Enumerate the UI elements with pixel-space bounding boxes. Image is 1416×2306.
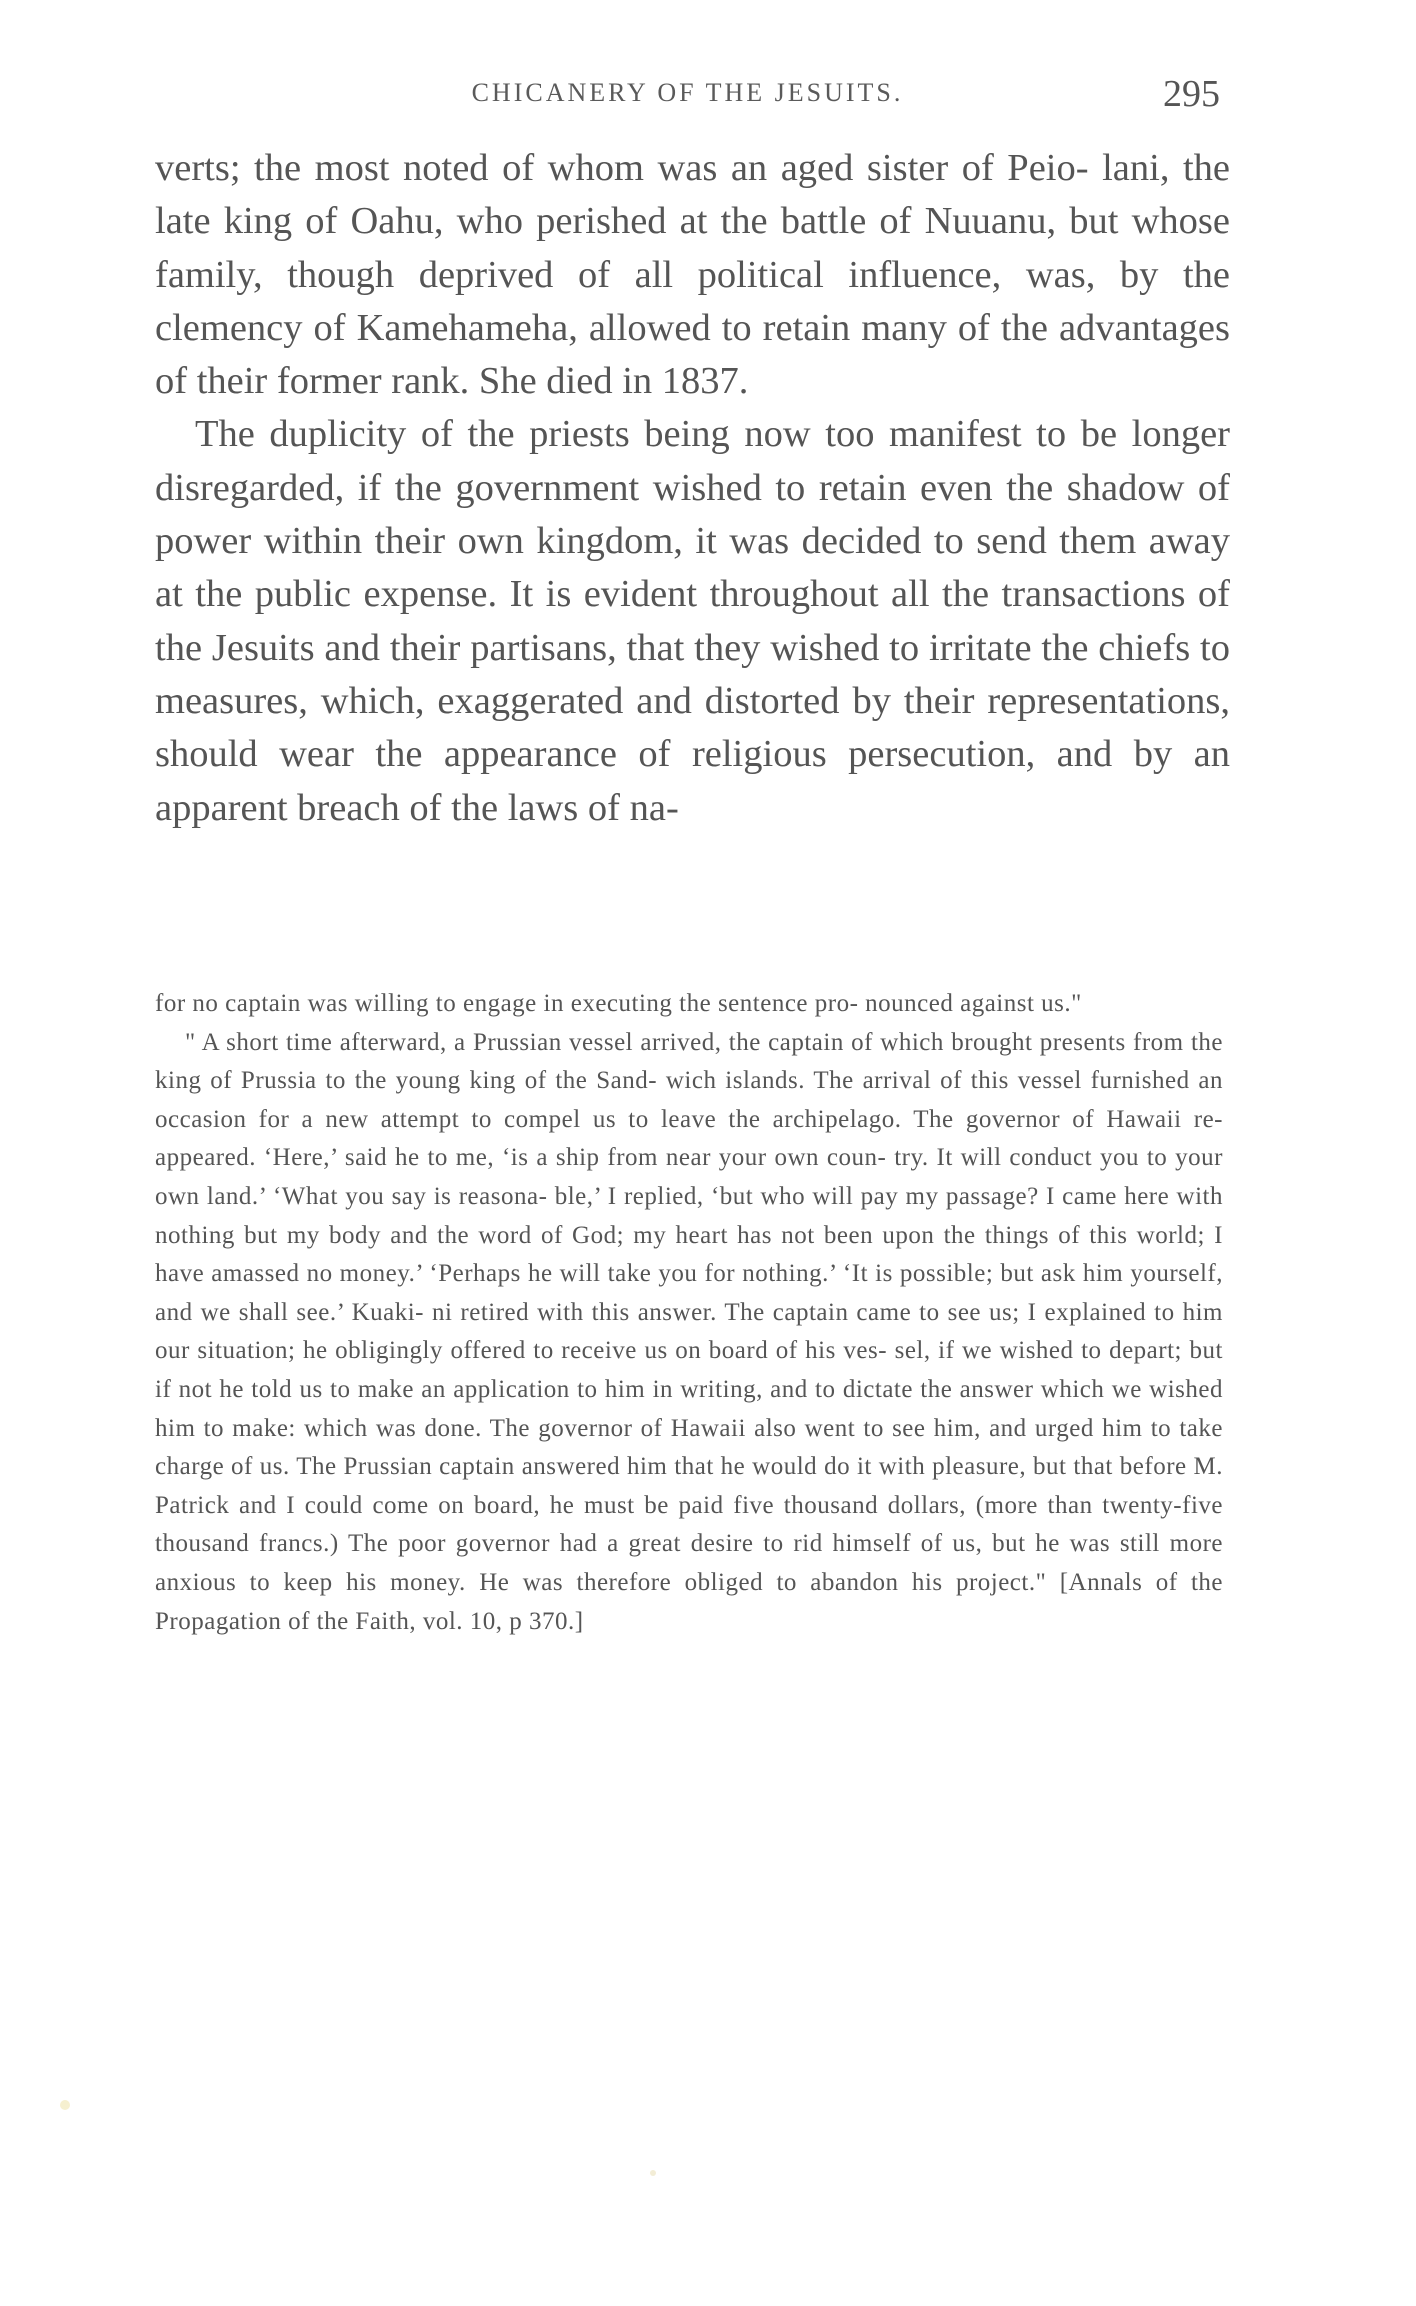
footnote-paragraph: " A short time afterward, a Prussian vessel arrived, the captain of which brought presents from the king of Prussia to the young king of the Sand- wich islands. The arrival of this vessel furnished an occasion for a new attempt to compel us to leave the archipelago. The governor of Hawaii re-appeared. ‘Here,’ said he to me, ‘is a ship from near your own coun- try. It will conduct you to your own land.’ ‘What you say is reasona- ble,’ I replied, ‘but who will pay my passage? I came here with nothing but my body and the word of God; my heart has not been upon the things of this world; I have amassed no money.’ ‘Perhaps he will take you for nothing.’ ‘It is possible; but ask him yourself, and we shall see.’ Kuaki- ni retired with this answer. The captain came to see us; I explained to him our situation; he obligingly offered to receive us on board of his ves- sel, if we wished to depart; but if not he told us to make an application to him in writing, and to dictate the answer which we wished him to make: which was done. The governor of Hawaii also went to see him, and urged him to take charge of us. The Prussian captain answered him that he would do it with pleasure, but that before M. Patrick and I could come on board, he must be paid five thousand dollars, (more than twenty-five thousand francs.) The poor governor had a great desire to rid himself of us, but he was still more anxious to keep his money. He was therefore obliged to abandon his project." [Annals of the Propagation of the Faith, vol. 10, p 370.] — [155, 1028, 1223, 1635]
body-paragraph: verts; the most noted of whom was an aged sister of Peio- lani, the late king of Oahu, who perished at the battle of Nuuanu, but whose family, though deprived of all political influence, was, by the clemency of Kamehameha, allowed to retain many of the advantages of their former rank. She died in 1837. — [155, 147, 1230, 403]
footnote — [155, 985, 1223, 1641]
page-header — [155, 72, 1220, 122]
paper-speck — [650, 2170, 656, 2176]
running-head: CHICANERY OF THE JESUITS. — [471, 78, 904, 107]
page-number: 295 — [1163, 73, 1220, 115]
footnote-paragraph: for no captain was willing to engage in executing the sentence pro- nounced against us." — [155, 990, 1082, 1017]
body-text — [155, 142, 1230, 835]
paper-speck — [60, 2100, 70, 2110]
body-paragraph: The duplicity of the priests being now too manifest to be longer disregarded, if the government wished to retain even the shadow of power within their own kingdom, it was decided to send them away at the public expense. It is evident throughout all the transactions of the Jesuits and their partisans, that they wished to irritate the chiefs to measures, which, exaggerated and distorted by their representations, should wear the appearance of religious persecution, and by an apparent breach of the laws of na- — [155, 413, 1230, 829]
